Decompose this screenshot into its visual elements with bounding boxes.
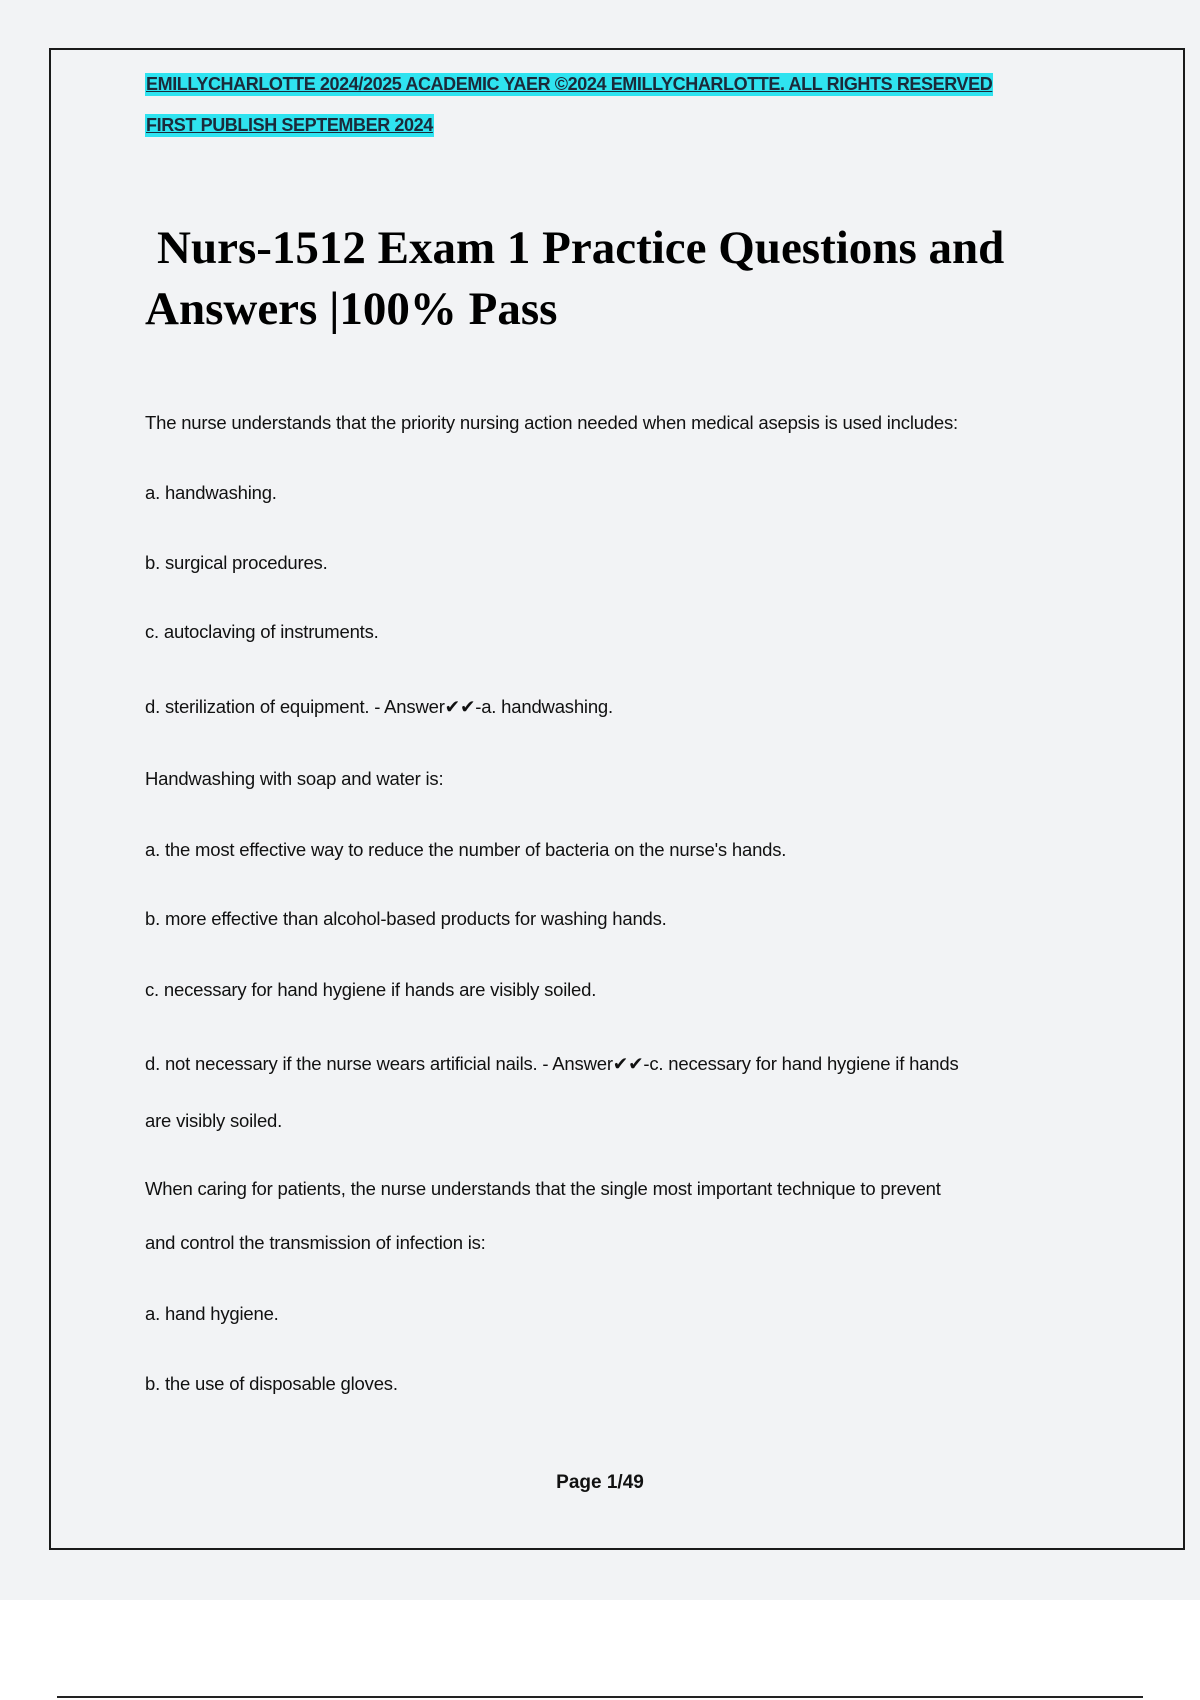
- question-2-option-d-answer: d. not necessary if the nurse wears artificial nails. - Answer✔✔-c. necessary for hand hygiene if hands: [145, 1053, 959, 1074]
- question-2-option-b: b. more effective than alcohol-based products for washing hands.: [145, 908, 667, 929]
- document-title-line-2: Answers |100% Pass: [145, 283, 558, 335]
- question-1-stem: The nurse understands that the priority nursing action needed when medical asepsis is used includes:: [145, 412, 958, 433]
- lower-blank-area: [0, 1600, 1200, 1700]
- bottom-divider: [57, 1696, 1143, 1698]
- question-2-option-c: c. necessary for hand hygiene if hands are visibly soiled.: [145, 979, 597, 1000]
- header-publish-line: FIRST PUBLISH SEPTEMBER 2024: [146, 115, 433, 135]
- question-3-stem-continued: and control the transmission of infection is:: [145, 1232, 486, 1253]
- page-number: Page 1/49: [556, 1472, 644, 1493]
- document-title-line-1: Nurs-1512 Exam 1 Practice Questions and: [157, 222, 1005, 274]
- question-3-stem: When caring for patients, the nurse understands that the single most important technique to prevent: [145, 1178, 941, 1199]
- header-copyright-line: EMILLYCHARLOTTE 2024/2025 ACADEMIC YAER ©2024 EMILLYCHARLOTTE. ALL RIGHTS RESERVED: [146, 74, 993, 94]
- question-2-answer-continued: are visibly soiled.: [145, 1110, 283, 1131]
- document-title: [145, 218, 1075, 340]
- question-1-option-d-answer: d. sterilization of equipment. - Answer✔✔-a. handwashing.: [145, 696, 613, 717]
- question-1-option-a: a. handwashing.: [145, 482, 277, 503]
- question-3-option-b: b. the use of disposable gloves.: [145, 1373, 398, 1394]
- question-2-option-a: a. the most effective way to reduce the number of bacteria on the nurse's hands.: [145, 839, 787, 860]
- question-2-stem: Handwashing with soap and water is:: [145, 768, 444, 789]
- question-1-option-c: c. autoclaving of instruments.: [145, 621, 379, 642]
- question-3-option-a: a. hand hygiene.: [145, 1303, 279, 1324]
- question-1-option-b: b. surgical procedures.: [145, 552, 328, 573]
